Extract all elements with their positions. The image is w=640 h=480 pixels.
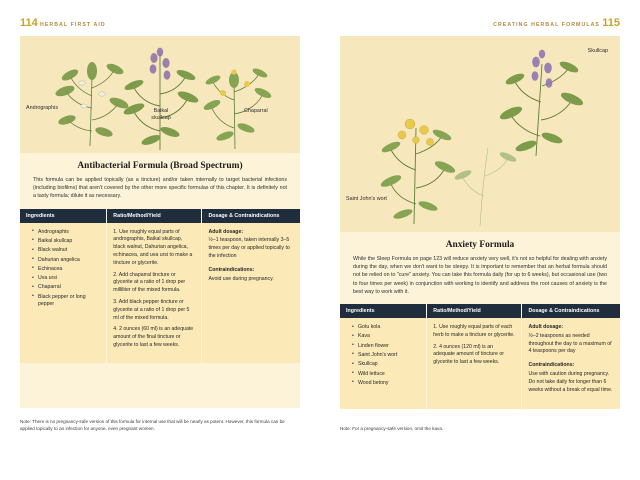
dosage-heading: Adult dosage: bbox=[208, 228, 244, 235]
formula-table-anxiety bbox=[340, 304, 620, 409]
cell-dosage bbox=[202, 223, 300, 363]
dosage-block bbox=[528, 324, 614, 356]
footnote-right: Note: For a pregnancy-safe version, omit the kava. bbox=[340, 425, 444, 431]
contraindications-text: Use with caution during pregnancy. Do not take daily for longer than 6 weeks without a break of equal time. bbox=[528, 371, 613, 393]
formula-card-anxiety bbox=[340, 36, 620, 408]
col-header-ratio-method-yield: Ratio/Method/Yield bbox=[107, 209, 202, 223]
cell-method bbox=[427, 318, 522, 409]
formula-intro-anxiety: While the Sleep Formula on page 123 will reduce anxiety very well, it's not so helpful for dealing with anxiety during the day, when we don't want to be sleepy. It is important to remember that an herbal formula should not be relied on to "cure" anxiety. You can take this formula daily (for up to 6 weeks), but occasional use (two to four times per week) in conjunction with working to identify and address the root causes of anxiety is the best way to work with it. bbox=[353, 256, 607, 295]
method-step: 3. Add black pepper tincture or glycerite at a ratio of 1 drop per 5 ml of the mixed formula. bbox=[113, 298, 190, 321]
right-page bbox=[320, 0, 640, 480]
plant-illustration-svg bbox=[20, 36, 300, 153]
col-header-ingredients: Ingredients bbox=[340, 304, 427, 318]
dosage-text: ½–1 teaspoon, taken internally 3–5 times per day or applied topically to the infection bbox=[208, 237, 290, 259]
cell-ingredients bbox=[20, 223, 107, 363]
contraindications-heading: Contraindications: bbox=[208, 266, 255, 273]
method-step: 2. 4 ounces (120 ml) is an adequate amount of tincture or glycerite to last a few weeks. bbox=[433, 343, 504, 366]
footnote-left: Note: There is no pregnancy-safe version of this formula for internal use that will be nearly as potent. However, this formula can be applied topically to an infection for anyone, even pregnant women. bbox=[20, 418, 285, 431]
cell-dosage bbox=[522, 318, 620, 409]
table-row bbox=[20, 223, 300, 363]
method-step: 4. 2 ounces (60 ml) is an adequate amount of the final tincture or glycerite to last a few weeks. bbox=[113, 326, 194, 348]
table-header-row bbox=[340, 304, 620, 318]
dosage-block bbox=[208, 229, 294, 261]
list-item: • Wild lettuce bbox=[353, 371, 420, 379]
page-number-left: 114 bbox=[20, 17, 38, 29]
formula-title-anxiety: Anxiety Formula bbox=[445, 240, 515, 250]
formula-table-antibacterial bbox=[20, 209, 300, 363]
plant-label-chaparral: Chaparral bbox=[244, 108, 268, 114]
ingredient-list bbox=[26, 229, 100, 310]
method-step: 1. Use roughly equal parts of each herb to make a tincture or glycerite. bbox=[433, 324, 515, 338]
page-number-right: 115 bbox=[602, 17, 620, 29]
cell-ingredients bbox=[340, 318, 427, 409]
ingredient-list bbox=[346, 324, 420, 388]
col-header-ingredients: Ingredients bbox=[20, 209, 107, 223]
formula-intro-antibacterial: This formula can be applied topically (as a tincture) and/or taken internally to target bacterial infections (including biofilms) that aren't covered by the other more specific formulas of this chapter. It is definitely not a tasty formula; dilute it as necessary. bbox=[33, 177, 287, 200]
dosage-heading: Adult dosage: bbox=[528, 324, 564, 331]
cell-method bbox=[107, 223, 202, 363]
running-head-left: HERBAL FIRST AID bbox=[40, 22, 106, 28]
contraindications-block bbox=[208, 267, 294, 284]
table-header-row bbox=[20, 209, 300, 223]
formula-card-antibacterial bbox=[20, 36, 300, 408]
list-item: • Saint John's wort bbox=[353, 352, 420, 360]
contraindications-text: Avoid use during pregnancy. bbox=[208, 275, 274, 282]
col-header-dosage-contraindications: Dosage & Contraindications bbox=[202, 209, 300, 223]
col-header-ratio-method-yield: Ratio/Method/Yield bbox=[427, 304, 522, 318]
list-item: • Kava bbox=[353, 333, 420, 341]
contraindications-heading: Contraindications: bbox=[528, 362, 575, 369]
plant-label-baikal-skullcap: Baikal skullcap bbox=[151, 108, 171, 121]
list-item: • Gotu kola bbox=[353, 324, 420, 332]
plant-label-saint-johns-wort: Saint John's wort bbox=[346, 196, 387, 202]
method-step: 2. Add chaparral tincture or glycerite at a ratio of 1 drop per milliliter of the mixed formula. bbox=[113, 271, 186, 294]
list-item: • Wood betony bbox=[353, 380, 420, 388]
plant-label-skullcap: Skullcap bbox=[587, 48, 608, 54]
list-item: • Uva ursi bbox=[33, 275, 100, 283]
formula-title-antibacterial: Antibacterial Formula (Broad Spectrum) bbox=[77, 161, 243, 171]
dosage-text: ½–2 teaspoons as needed throughout the day to a maximum of 4 teaspoons per day bbox=[528, 332, 612, 355]
method-step: 1. Use roughly equal parts of andrographis, Baikal skullcap, black walnut, Dahurian angelica, echinacea, and uva ursi to make a tincture or glycerite. bbox=[113, 228, 193, 266]
list-item: • Echinacea bbox=[33, 266, 100, 274]
table-row bbox=[340, 318, 620, 409]
illustration-antibacterial-plants bbox=[20, 36, 300, 153]
plant-label-andrographis: Andrographis bbox=[26, 105, 59, 111]
list-item: • Chaparral bbox=[33, 284, 100, 292]
list-item: • Dahurian angelica bbox=[33, 257, 100, 265]
list-item: • Baikal skullcap bbox=[33, 238, 100, 246]
contraindications-block bbox=[528, 362, 614, 394]
running-head-right: CREATING HERBAL FORMULAS bbox=[493, 22, 600, 28]
list-item: • Black walnut bbox=[33, 247, 100, 255]
list-item: • Andrographis bbox=[33, 229, 100, 237]
list-item: • Black pepper or long pepper bbox=[33, 294, 100, 310]
list-item: • Skullcap bbox=[353, 361, 420, 369]
col-header-dosage-contraindications: Dosage & Contraindications bbox=[522, 304, 620, 318]
list-item: • Linden flower bbox=[353, 343, 420, 351]
illustration-anxiety-plants bbox=[340, 36, 620, 232]
